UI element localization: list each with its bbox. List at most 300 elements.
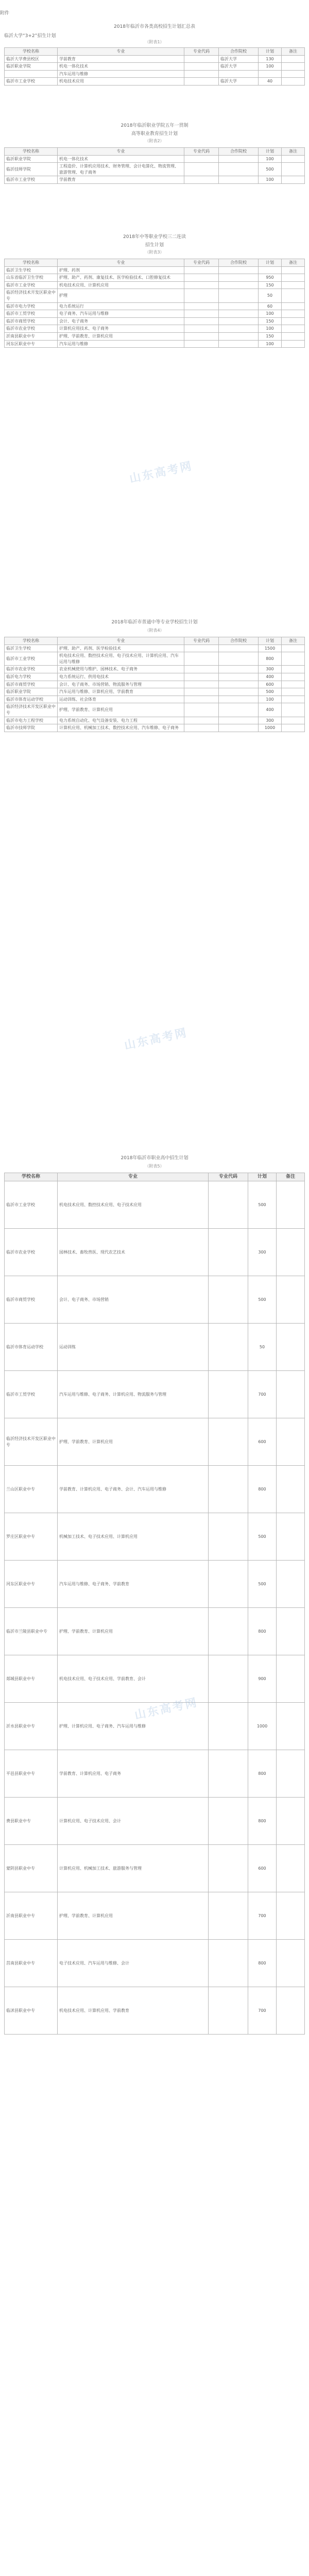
- table-cell: 护理: [58, 289, 184, 302]
- table-cell: 莒南县职业中专: [5, 1940, 58, 1987]
- table-row: [5, 1987, 305, 2035]
- section-1-note: （附表1）: [145, 40, 164, 44]
- section-2-table: [4, 147, 305, 184]
- table-cell: 机电技术应用、计算机应用、学前教育: [58, 1987, 209, 2035]
- table-cell: 临沂大学费县校区: [5, 55, 58, 63]
- table-cell: [184, 332, 219, 340]
- table-cell: 临沂电力学校: [5, 673, 58, 681]
- table-cell: [282, 176, 305, 184]
- table-cell: [209, 1845, 248, 1892]
- table-row: [5, 645, 305, 652]
- table-cell: [219, 703, 259, 717]
- section-2-title: 2018年临沂职业学院五年一贯制: [121, 123, 188, 128]
- table-cell: [184, 317, 219, 325]
- table-row: [5, 666, 305, 673]
- table-cell: [184, 302, 219, 310]
- table-row: [5, 1892, 305, 1940]
- table-cell: [277, 1324, 305, 1371]
- column-header: 专业: [58, 48, 184, 56]
- table-cell: [209, 1418, 248, 1466]
- table-cell: 1500: [259, 645, 282, 652]
- column-header: 专业: [58, 1173, 209, 1181]
- table-cell: [282, 302, 305, 310]
- table-cell: 罗庄区职业中专: [5, 1513, 58, 1561]
- table-row: [5, 1608, 305, 1655]
- table-cell: [184, 645, 219, 652]
- table-cell: [209, 1371, 248, 1418]
- column-header: 计划: [259, 637, 282, 645]
- table-cell: [277, 1940, 305, 1987]
- table-cell: 计算机应用、电子技术应用、会计: [58, 1798, 209, 1845]
- table-cell: 汽车运用与维修: [58, 340, 184, 348]
- column-header: 备注: [282, 48, 305, 56]
- table-cell: [184, 340, 219, 348]
- table-cell: 河东区职业中专: [5, 1561, 58, 1608]
- table-cell: 学前教育: [58, 55, 184, 63]
- table-row: [5, 1845, 305, 1892]
- table-cell: 临沂市商贸学校: [5, 317, 58, 325]
- column-header: 计划: [259, 259, 282, 267]
- section-3-title: 2018年中等职业学校三二连读: [123, 234, 186, 240]
- table-row: [5, 1229, 305, 1276]
- table-cell: 运动训练、社会体育: [58, 696, 184, 703]
- table-cell: 临沂市工业学校: [5, 176, 58, 184]
- table-cell: [277, 1561, 305, 1608]
- table-cell: 800: [248, 1466, 277, 1513]
- column-header: 专业代码: [184, 48, 219, 56]
- attachment-tag: 附件: [0, 11, 10, 16]
- table-cell: [282, 274, 305, 282]
- table-cell: [219, 176, 259, 184]
- table-cell: [5, 70, 58, 78]
- table-cell: [259, 70, 282, 78]
- table-cell: 临沂职业学院: [5, 63, 58, 71]
- table-cell: [209, 1561, 248, 1608]
- table-cell: 临沂大学: [219, 55, 259, 63]
- table-cell: [184, 688, 219, 696]
- column-header: 计划: [248, 1173, 277, 1181]
- table-cell: [209, 1703, 248, 1750]
- table-cell: 700: [248, 1892, 277, 1940]
- table-cell: 950: [259, 274, 282, 282]
- table-cell: 费县职业中专: [5, 1798, 58, 1845]
- table-cell: [219, 274, 259, 282]
- table-row: [5, 1466, 305, 1513]
- table-cell: 机电技术应用、数控技术应用、电子技术应用、计算机应用、汽车运用与维修: [58, 652, 184, 666]
- table-cell: [219, 688, 259, 696]
- table-cell: [184, 289, 219, 302]
- table-cell: [277, 1987, 305, 2035]
- table-cell: [184, 681, 219, 688]
- table-cell: 150: [259, 317, 282, 325]
- table-cell: [277, 1750, 305, 1798]
- column-header: 专业代码: [209, 1173, 248, 1181]
- table-cell: 电力系统运行: [58, 302, 184, 310]
- table-cell: [219, 325, 259, 333]
- table-row: [5, 266, 305, 274]
- table-cell: [219, 155, 259, 163]
- table-cell: [209, 1798, 248, 1845]
- table-cell: [277, 1608, 305, 1655]
- table-cell: [209, 1513, 248, 1561]
- table-cell: 平邑县职业中专: [5, 1750, 58, 1798]
- table-cell: 运动训练: [58, 1324, 209, 1371]
- table-cell: 护理、学前教育、计算机应用: [58, 1418, 209, 1466]
- table-cell: [219, 281, 259, 289]
- table-cell: 临沂市商贸学校: [5, 1276, 58, 1324]
- table-cell: [209, 1276, 248, 1324]
- table-cell: [282, 673, 305, 681]
- table-row: [5, 1324, 305, 1371]
- table-row: [5, 696, 305, 703]
- table-cell: [282, 645, 305, 652]
- table-cell: 60: [259, 302, 282, 310]
- table-row: [5, 155, 305, 163]
- table-row: [5, 274, 305, 282]
- table-row: [5, 703, 305, 717]
- table-cell: [277, 1892, 305, 1940]
- table-cell: 护理、学前教育、计算机应用: [58, 703, 184, 717]
- table-cell: [184, 274, 219, 282]
- section-3-table: [4, 259, 305, 348]
- table-cell: 机电技术应用、计算机应用: [58, 281, 184, 289]
- table-cell: [184, 652, 219, 666]
- section-2-note: （附表2）: [145, 139, 164, 143]
- table-cell: [277, 1181, 305, 1229]
- table-cell: 临沂市工贸学校: [5, 1371, 58, 1418]
- table-cell: 130: [259, 55, 282, 63]
- table-cell: 电力系统运行、供用电技术: [58, 673, 184, 681]
- table-cell: [184, 70, 219, 78]
- table-cell: 600: [248, 1418, 277, 1466]
- table-cell: [282, 266, 305, 274]
- table-cell: [282, 63, 305, 71]
- table-cell: 护理、助产、药剂、医学检验技术: [58, 645, 184, 652]
- table-cell: 临沂大学: [219, 63, 259, 71]
- table-cell: [219, 332, 259, 340]
- table-cell: 山东省临沂卫生学校: [5, 274, 58, 282]
- table-cell: 电力系统自动化、电气设备安装、电力工程: [58, 717, 184, 724]
- table-cell: [219, 652, 259, 666]
- table-cell: [282, 652, 305, 666]
- table-cell: 计算机应用技术、电子商务: [58, 325, 184, 333]
- table-cell: 工程造价、计算机应用技术、财务管理、会计电算化、物流管理、旅游管理、电子商务: [58, 163, 184, 176]
- table-cell: [184, 155, 219, 163]
- table-cell: [282, 163, 305, 176]
- table-cell: [219, 724, 259, 732]
- table-row: [5, 1655, 305, 1703]
- table-cell: 600: [259, 681, 282, 688]
- table-cell: [209, 1181, 248, 1229]
- column-header: 学校名称: [5, 48, 58, 56]
- table-cell: [282, 55, 305, 63]
- section-5-title: 2018年临沂市职业高中招生计划: [121, 1156, 188, 1161]
- table-cell: [259, 266, 282, 274]
- section-4-note: （附表4）: [145, 628, 164, 633]
- section-2-subtitle: 高等职业教育招生计划: [131, 131, 178, 137]
- column-header: 学校名称: [5, 148, 58, 156]
- table-cell: [184, 63, 219, 71]
- table-cell: 400: [259, 703, 282, 717]
- table-cell: 机电技术应用、电子技术应用、学前教育、会计: [58, 1655, 209, 1703]
- table-cell: [219, 696, 259, 703]
- watermark-text: 山东高考网: [123, 1026, 189, 1053]
- table-cell: 临沂大学: [219, 78, 259, 86]
- table-cell: 临沂经济技术开发区职业中专: [5, 289, 58, 302]
- table-cell: [219, 310, 259, 318]
- table-cell: [282, 340, 305, 348]
- table-row: [5, 1940, 305, 1987]
- table-cell: [219, 317, 259, 325]
- table-cell: 临沂卫生学校: [5, 266, 58, 274]
- table-cell: [209, 1229, 248, 1276]
- table-cell: [209, 1940, 248, 1987]
- table-row: [5, 717, 305, 724]
- table-cell: [184, 281, 219, 289]
- table-cell: 临沂市电力学校: [5, 302, 58, 310]
- table-cell: [184, 696, 219, 703]
- table-row: [5, 1181, 305, 1229]
- section-3-note: （附表3）: [145, 250, 164, 255]
- table-cell: [209, 1987, 248, 2035]
- table-cell: [209, 1608, 248, 1655]
- table-cell: [282, 317, 305, 325]
- watermark-text: 山东高考网: [133, 1696, 199, 1722]
- table-cell: [219, 666, 259, 673]
- table-cell: 护理、药剂: [58, 266, 184, 274]
- table-cell: 临沂市工业学校: [5, 281, 58, 289]
- table-cell: 临沂技师学院: [5, 163, 58, 176]
- table-cell: 河东区职业中专: [5, 340, 58, 348]
- table-cell: [277, 1798, 305, 1845]
- column-header: 专业代码: [184, 637, 219, 645]
- table-cell: [209, 1655, 248, 1703]
- table-cell: 50: [259, 289, 282, 302]
- table-cell: [184, 724, 219, 732]
- table-cell: 800: [248, 1750, 277, 1798]
- table-cell: 蒙阴县职业中专: [5, 1845, 58, 1892]
- table-row: [5, 1513, 305, 1561]
- table-cell: 机电一体化技术: [58, 63, 184, 71]
- section-4-title: 2018年临沂市普通中等专业学校招生计划: [111, 620, 198, 625]
- table-cell: [277, 1276, 305, 1324]
- table-cell: [219, 673, 259, 681]
- table-row: [5, 724, 305, 732]
- table-row: [5, 332, 305, 340]
- table-cell: [277, 1513, 305, 1561]
- table-cell: 学前教育、计算机应用、电子商务: [58, 1750, 209, 1798]
- table-cell: 50: [248, 1324, 277, 1371]
- table-row: [5, 1703, 305, 1750]
- table-cell: 护理、助产、药剂、康复技术、医学检验技术、口腔修复技术: [58, 274, 184, 282]
- table-cell: 会计、电子商务、市场营销: [58, 1276, 209, 1324]
- table-cell: 机电技术应用: [58, 78, 184, 86]
- table-cell: [282, 724, 305, 732]
- table-cell: [209, 1466, 248, 1513]
- table-cell: [277, 1655, 305, 1703]
- table-cell: [184, 78, 219, 86]
- table-cell: [219, 266, 259, 274]
- table-row: [5, 302, 305, 310]
- table-cell: 临沂市体育运动学校: [5, 696, 58, 703]
- table-cell: [209, 1892, 248, 1940]
- table-cell: [184, 266, 219, 274]
- table-cell: [219, 70, 259, 78]
- table-row: [5, 289, 305, 302]
- column-header: 备注: [277, 1173, 305, 1181]
- table-cell: [219, 645, 259, 652]
- table-cell: [219, 340, 259, 348]
- table-cell: 护理、学前教育、计算机应用: [58, 332, 184, 340]
- table-row: [5, 317, 305, 325]
- table-cell: [282, 70, 305, 78]
- table-cell: [282, 696, 305, 703]
- table-cell: 汽车运用与维修、计算机应用、学前教育: [58, 688, 184, 696]
- table-cell: 临沭县职业中专: [5, 1987, 58, 2035]
- table-cell: 计算机应用、机械加工技术、旅游服务与管理: [58, 1845, 209, 1892]
- table-cell: 护理、计算机应用、电子商务、汽车运用与维修: [58, 1703, 209, 1750]
- table-row: [5, 310, 305, 318]
- table-row: [5, 673, 305, 681]
- column-header: 备注: [282, 148, 305, 156]
- column-header: 专业: [58, 148, 184, 156]
- table-row: [5, 55, 305, 63]
- table-cell: [282, 78, 305, 86]
- table-cell: 800: [259, 652, 282, 666]
- table-row: [5, 1750, 305, 1798]
- table-cell: [282, 688, 305, 696]
- table-cell: 计算机应用、机械加工技术、数控技术应用、汽车维修、电子商务: [58, 724, 184, 732]
- section-1-table: [4, 47, 305, 86]
- table-cell: [209, 1750, 248, 1798]
- table-cell: 临沂市农业学校: [5, 666, 58, 673]
- table-cell: 500: [248, 1181, 277, 1229]
- table-cell: 学前教育: [58, 176, 184, 184]
- table-cell: 汽车运用与维修、电子商务、学前教育: [58, 1561, 209, 1608]
- table-cell: 100: [259, 340, 282, 348]
- table-row: [5, 78, 305, 86]
- table-cell: 会计、电子商务: [58, 317, 184, 325]
- table-cell: 临沂经济技术开发区职业中专: [5, 1418, 58, 1466]
- table-cell: [282, 666, 305, 673]
- table-row: [5, 652, 305, 666]
- table-cell: [282, 332, 305, 340]
- table-cell: 100: [259, 63, 282, 71]
- table-cell: 100: [259, 155, 282, 163]
- table-cell: 临沂市电力工程学校: [5, 717, 58, 724]
- table-row: [5, 1418, 305, 1466]
- column-header: 专业: [58, 259, 184, 267]
- table-cell: 100: [259, 325, 282, 333]
- column-header: 备注: [282, 637, 305, 645]
- table-cell: 300: [259, 666, 282, 673]
- table-cell: [184, 55, 219, 63]
- table-row: [5, 1371, 305, 1418]
- table-cell: 临沂市体育运动学校: [5, 1324, 58, 1371]
- table-row: [5, 176, 305, 184]
- table-cell: 沂水县职业中专: [5, 1703, 58, 1750]
- table-cell: [219, 302, 259, 310]
- table-cell: 临沂市技师学院: [5, 724, 58, 732]
- table-cell: 500: [248, 1561, 277, 1608]
- table-cell: [219, 163, 259, 176]
- table-cell: 临沂职业学院: [5, 155, 58, 163]
- column-header: 专业: [58, 637, 184, 645]
- table-cell: 100: [259, 696, 282, 703]
- table-cell: 临沂市工业学校: [5, 652, 58, 666]
- column-header: 专业代码: [184, 148, 219, 156]
- table-row: [5, 63, 305, 71]
- column-header: 计划: [259, 148, 282, 156]
- column-header: 计划: [259, 48, 282, 56]
- table-cell: [184, 666, 219, 673]
- table-row: [5, 340, 305, 348]
- table-cell: [184, 163, 219, 176]
- table-cell: 500: [248, 1513, 277, 1561]
- table-row: [5, 1561, 305, 1608]
- section-1-title: 2018年临沂市各类高校招生计划汇总表: [114, 24, 195, 29]
- table-cell: [219, 717, 259, 724]
- column-header: 学校名称: [5, 637, 58, 645]
- table-cell: [184, 703, 219, 717]
- table-cell: 700: [248, 1371, 277, 1418]
- table-cell: 150: [259, 281, 282, 289]
- table-cell: [277, 1418, 305, 1466]
- section-5-table: [4, 1173, 305, 2035]
- table-cell: [209, 1324, 248, 1371]
- table-cell: [184, 673, 219, 681]
- column-header: 学校名称: [5, 259, 58, 267]
- table-cell: 1000: [259, 724, 282, 732]
- table-cell: 300: [259, 717, 282, 724]
- table-cell: [282, 155, 305, 163]
- section-4-table: [4, 637, 305, 732]
- table-cell: [282, 325, 305, 333]
- table-row: [5, 325, 305, 333]
- table-row: [5, 1798, 305, 1845]
- table-cell: 300: [248, 1229, 277, 1276]
- table-cell: [277, 1466, 305, 1513]
- table-cell: 临沂市农业学校: [5, 1229, 58, 1276]
- table-cell: 电子商务、汽车运用与维修: [58, 310, 184, 318]
- table-cell: 农业机械使用与维护、园林技术、电子商务: [58, 666, 184, 673]
- table-cell: 700: [248, 1987, 277, 2035]
- table-cell: [282, 703, 305, 717]
- table-cell: 护理、学前教育、计算机应用: [58, 1892, 209, 1940]
- column-header: 备注: [282, 259, 305, 267]
- table-cell: 800: [248, 1608, 277, 1655]
- table-cell: 郯城县职业中专: [5, 1655, 58, 1703]
- table-cell: 临沂卫生学校: [5, 645, 58, 652]
- table-cell: 护理、学前教育、计算机应用: [58, 1608, 209, 1655]
- table-cell: 临沂市兰陵县职业中专: [5, 1608, 58, 1655]
- section-5-note: （附表5）: [145, 1164, 164, 1168]
- table-row: [5, 70, 305, 78]
- table-cell: 1000: [248, 1703, 277, 1750]
- column-header: 合作院校: [219, 637, 259, 645]
- table-cell: 电子技术应用、汽车运用与维修、会计: [58, 1940, 209, 1987]
- table-cell: [282, 681, 305, 688]
- table-cell: 会计、电子商务、市场营销、物流服务与管理: [58, 681, 184, 688]
- table-cell: [184, 310, 219, 318]
- table-cell: 汽车运用与维修、电子商务、计算机应用、物流服务与管理: [58, 1371, 209, 1418]
- table-cell: 兰山区职业中专: [5, 1466, 58, 1513]
- table-cell: 500: [259, 163, 282, 176]
- table-cell: [277, 1371, 305, 1418]
- table-cell: 沂南县职业中专: [5, 1892, 58, 1940]
- table-row: [5, 1276, 305, 1324]
- table-cell: [277, 1845, 305, 1892]
